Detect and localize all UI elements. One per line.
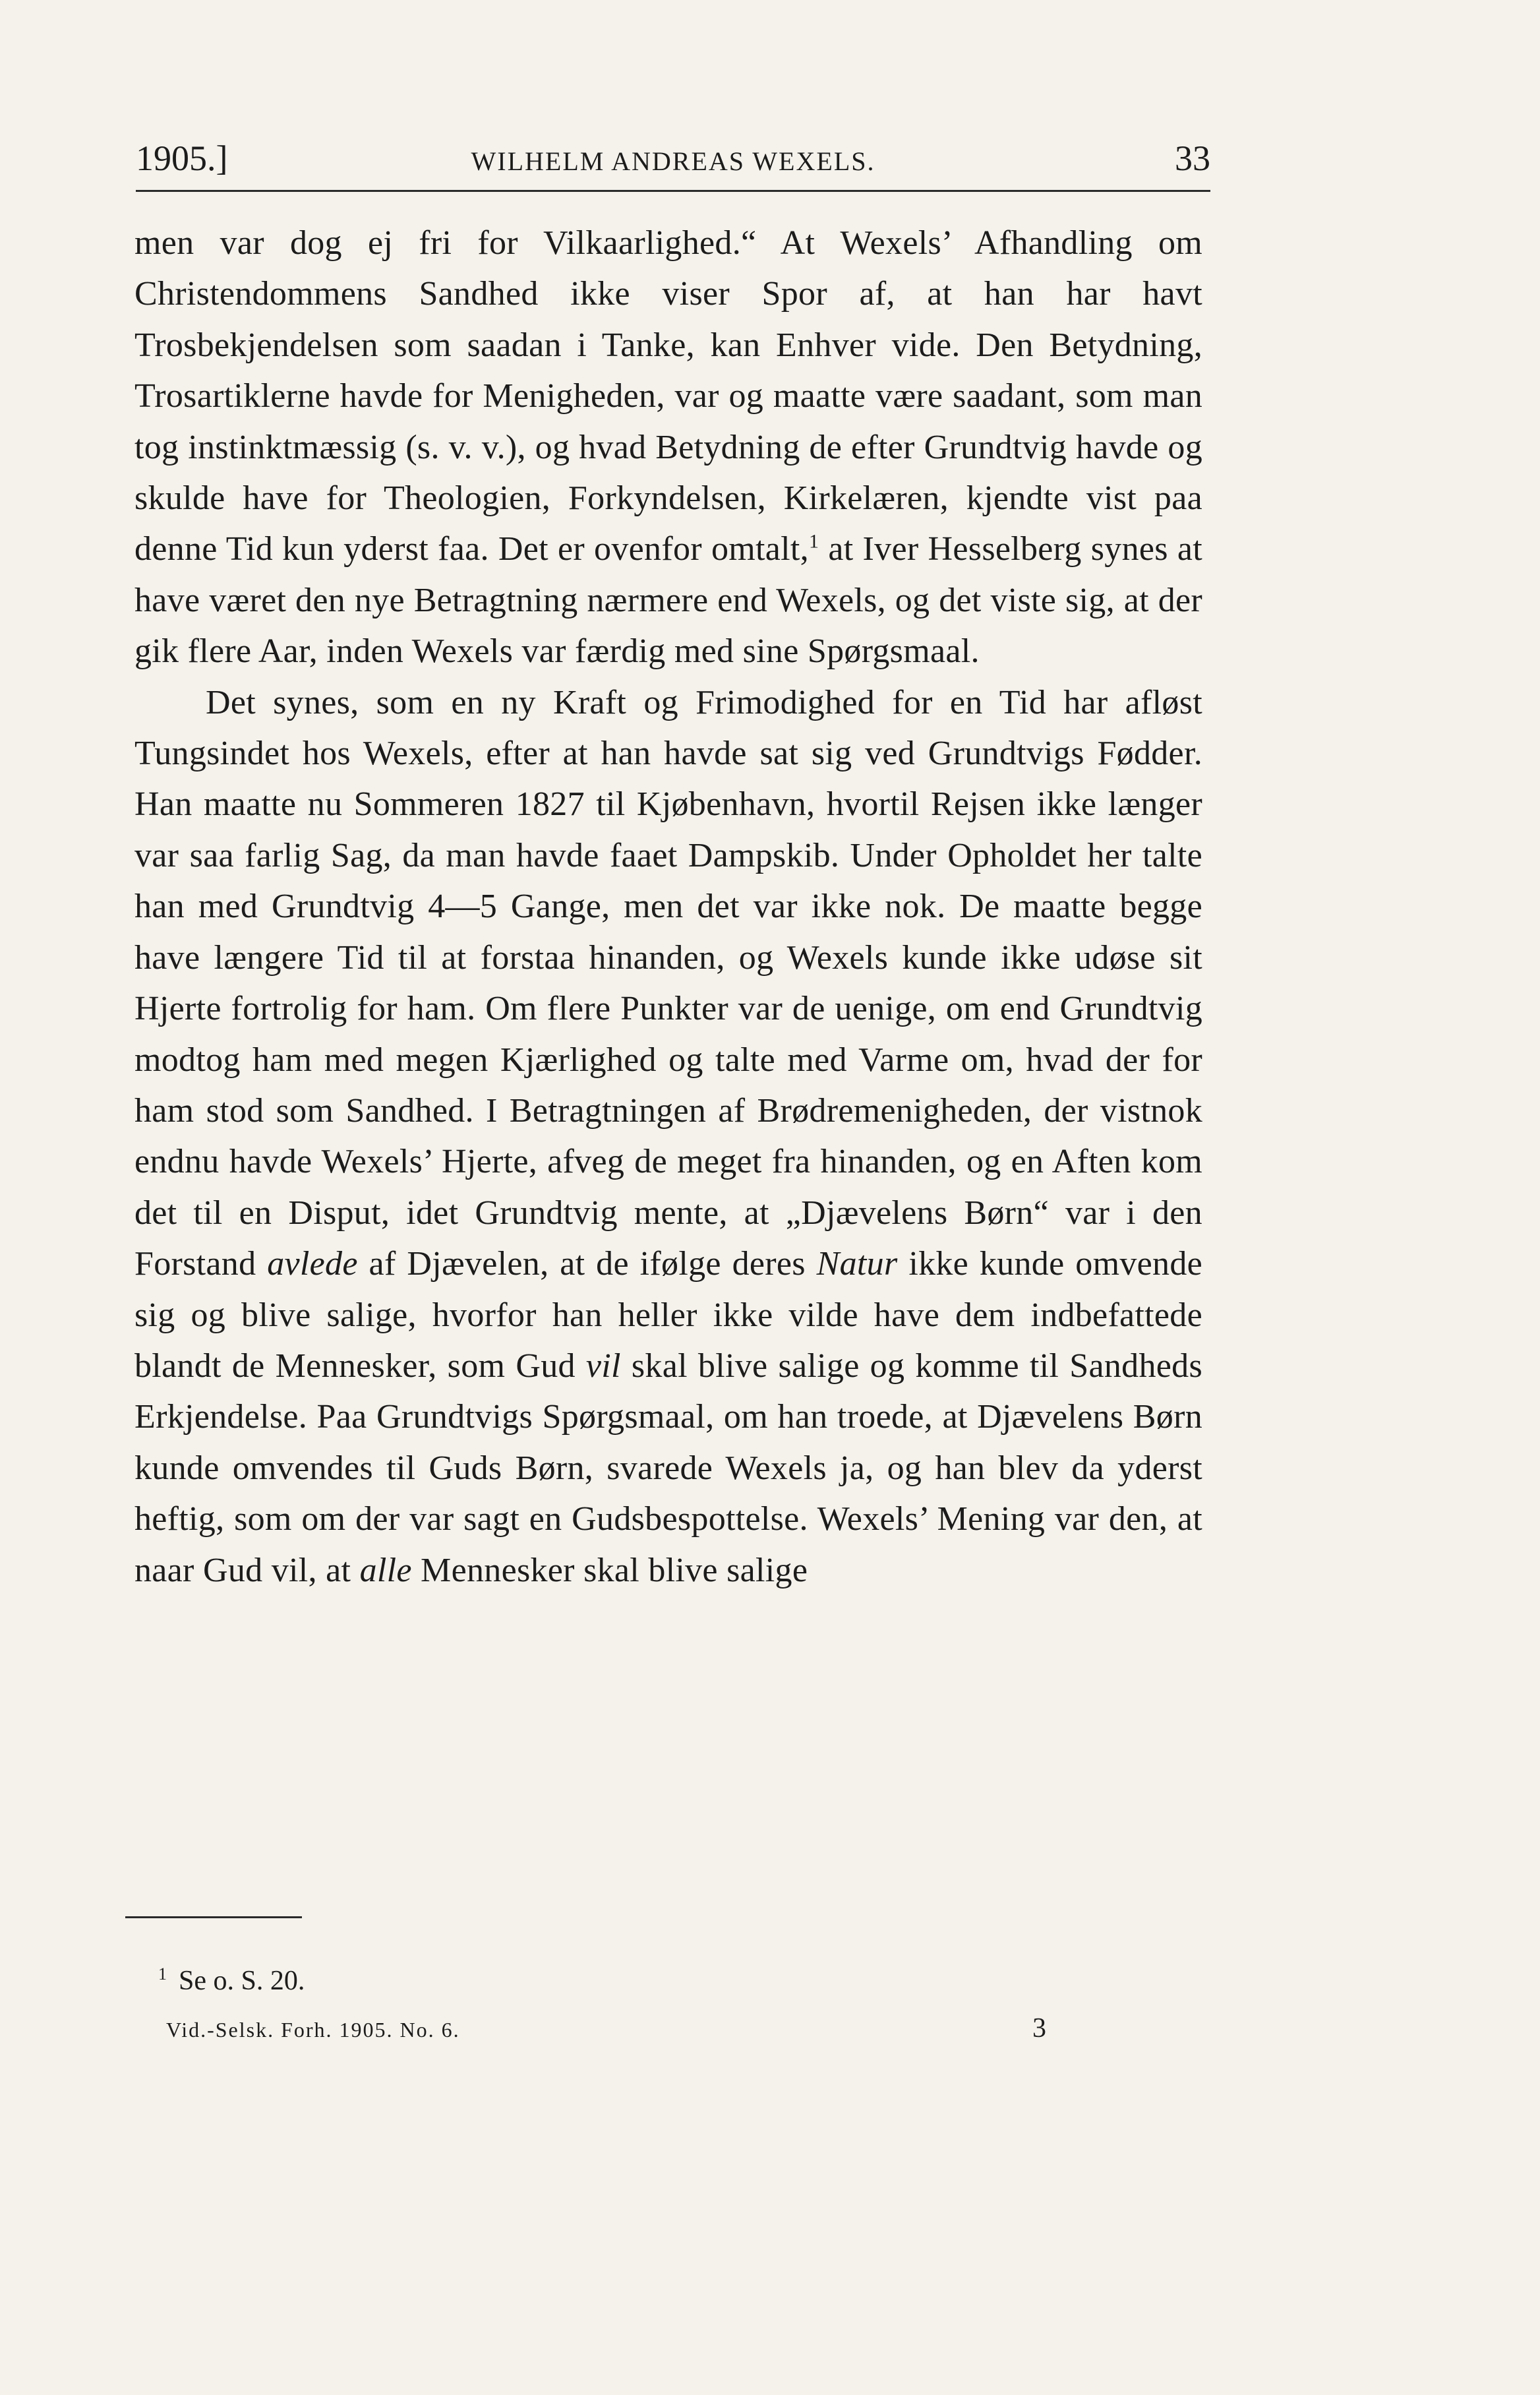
footnote-text: Se o. S. 20. bbox=[179, 1966, 305, 1996]
header-year: 1905.] bbox=[136, 138, 228, 178]
italic-avlede: avlede bbox=[267, 1245, 358, 1283]
paragraph-2-seg-3: ikke kunde omvende sig og blive salige, hvorfor han heller ikke vilde have dem indbefattede blandt de Mennesker, som Gud bbox=[134, 1245, 1202, 1385]
running-header bbox=[136, 132, 1210, 191]
paragraph-2-seg-5: Mennesker skal blive salige bbox=[411, 1551, 808, 1589]
italic-natur: Natur bbox=[816, 1245, 898, 1283]
footnote-reference: 1 bbox=[808, 531, 819, 553]
italic-vil: vil bbox=[585, 1347, 621, 1385]
paragraph-1 bbox=[134, 218, 1202, 677]
paragraph-2-seg-1: Det synes, som en ny Kraft og Frimodighed for en Tid har afløst Tungsindet hos Wexels, efter at han havde sat sig ved Grundtvigs Fødder. Han maatte nu Sommeren 1827 til Kjøbenhavn, hvortil Rejsen ikke længer var saa farlig Sag, da man havde faaet Dampskib. Under Opholdet her talte han med Grundtvig 4—5 Gange, men det var ikke nok. De maatte begge have længere Tid til at forstaa hinanden, og Wexels kunde ikke udøse sit Hjerte fortrolig for ham. Om flere Punkter var de uenige, om end Grundtvig modtog ham med megen Kjærlighed og talte med Varme om, hvad der for ham stod som Sandhed. I Betragtningen af Brødremenigheden, der vistnok endnu havde Wexels’ Hjerte, afveg de meget fra hinanden, og en Aften kom det til en Disput, idet Grundtvig mente, at „Djævelens Børn“ var i den Forstand bbox=[134, 683, 1202, 1283]
footnote bbox=[158, 1955, 305, 2001]
footnote-marker: 1 bbox=[158, 1964, 167, 1984]
paragraph-2 bbox=[134, 677, 1202, 1596]
paragraph-1-text-a: men var dog ej fri for Vilkaarlighed.“ At Wexels’ Afhandling om Christendommens Sandhed ikke viser Spor af, at han har havt Trosbekjendelsen som saadan i Tanke, kan Enhver vide. Den Betydning, Trosartiklerne havde for Menigheden, var og maatte være saadant, som man tog instinktmæssig (s. v. v.), og hvad Betydning de efter Grundtvig havde og skulde have for Theologien, Forkyndelsen, Kirkelæren, kjendte vist paa denne Tid kun yderst faa. Det er ovenfor omtalt, bbox=[134, 224, 1202, 568]
printer-signature: Vid.-Selsk. Forh. 1905. No. 6. bbox=[166, 2018, 460, 2042]
body-text bbox=[134, 218, 1202, 1596]
page-number: 33 bbox=[1175, 138, 1210, 178]
paragraph-2-seg-4: skal blive salige og komme til Sandheds Erkjendelse. Paa Grundtvigs Spørgsmaal, om han troede, at Djævelens Børn kunde omvendes til Guds Børn, svarede Wexels ja, og han blev da yderst heftig, som om der var sagt en Gudsbespottelse. Wexels’ Mening var den, at naar Gud vil, at bbox=[134, 1347, 1202, 1589]
header-rule bbox=[136, 190, 1210, 192]
paragraph-2-seg-2: af Djævelen, at de ifølge deres bbox=[357, 1245, 817, 1283]
paragraph-1-text-b: at Iver Hesselberg synes at have været den nye Betragtning nærmere end Wexels, og det viste sig, at der gik flere Aar, inden Wexels var færdig med sine Spørgsmaal. bbox=[134, 530, 1203, 671]
footnote-rule bbox=[125, 1916, 302, 1918]
sheet-number: 3 bbox=[1032, 2013, 1046, 2044]
header-title: WILHELM ANDREAS WEXELS. bbox=[471, 146, 875, 176]
italic-alle: alle bbox=[359, 1551, 412, 1589]
